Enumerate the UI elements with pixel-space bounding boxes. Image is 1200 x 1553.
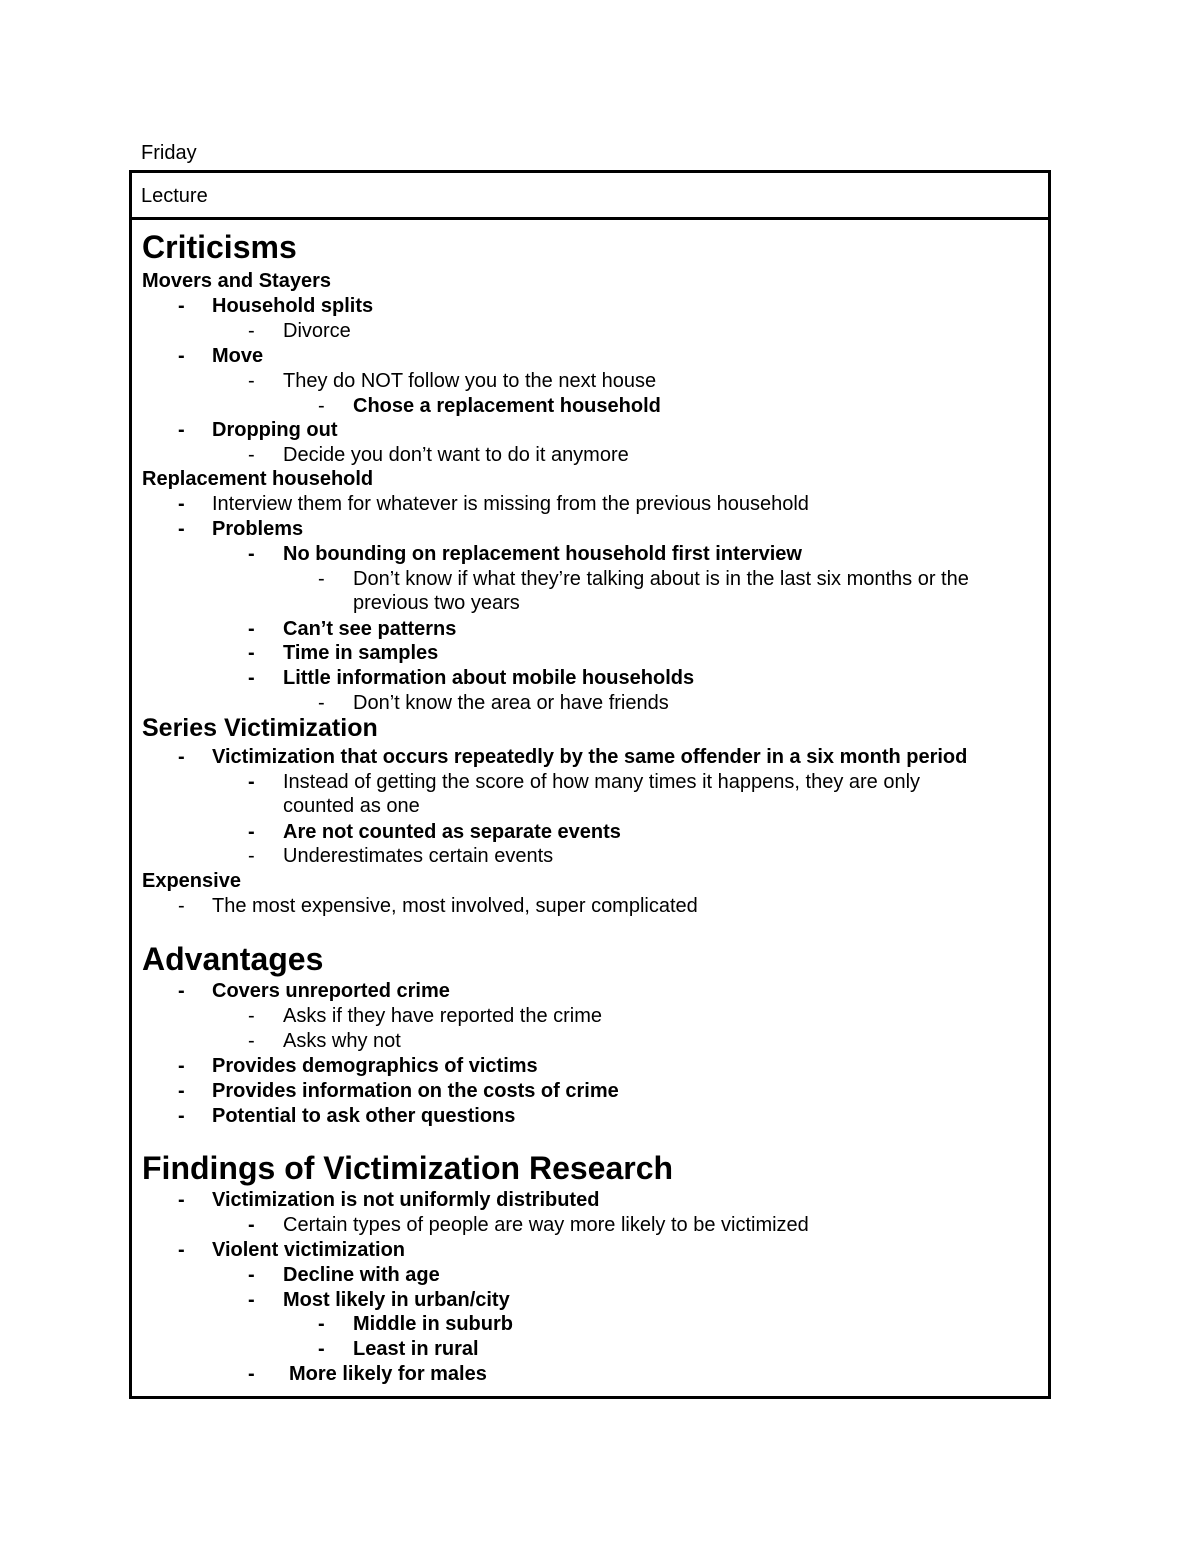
list-item: Violent victimization xyxy=(212,1239,405,1261)
list-item: Move xyxy=(212,345,264,367)
heading-series: Series Victimization xyxy=(142,714,378,742)
list-item: Provides information on the costs of crime xyxy=(212,1080,619,1102)
list-item: Least in rural xyxy=(353,1338,479,1360)
bullet-dash: - xyxy=(248,1030,255,1052)
list-item: Are not counted as separate events xyxy=(283,821,621,843)
list-item: Divorce xyxy=(283,320,351,342)
bullet-dash: - xyxy=(178,295,185,317)
list-item: Certain types of people are way more likely to be victimized xyxy=(283,1214,809,1236)
bullet-dash: - xyxy=(248,444,255,466)
subheading: Movers and Stayers xyxy=(142,270,331,292)
list-item: Decline with age xyxy=(283,1264,440,1286)
bullet-dash: - xyxy=(178,1080,185,1102)
subheading: Expensive xyxy=(142,870,241,892)
list-item: Victimization that occurs repeatedly by the same offender in a six month period xyxy=(212,746,968,768)
bullet-dash: - xyxy=(248,821,255,843)
subheading: Replacement household xyxy=(142,468,374,490)
bullet-dash: - xyxy=(248,370,255,392)
bullet-dash: - xyxy=(178,1055,185,1077)
bullet-dash: - xyxy=(248,667,255,689)
list-item: Middle in suburb xyxy=(353,1313,513,1335)
bullet-dash: - xyxy=(318,395,325,417)
day-label: Friday xyxy=(141,142,197,164)
bullet-dash: - xyxy=(318,568,325,590)
bullet-dash: - xyxy=(248,1363,255,1385)
bullet-dash: - xyxy=(318,1313,325,1335)
list-item: Victimization is not uniformly distributed xyxy=(212,1189,600,1211)
bullet-dash: - xyxy=(178,518,185,540)
heading-advantages: Advantages xyxy=(142,941,324,977)
bullet-dash: - xyxy=(248,771,255,793)
bullet-dash: - xyxy=(318,692,325,714)
list-item: Asks if they have reported the crime xyxy=(283,1005,603,1027)
list-item: Decide you don’t want to do it anymore xyxy=(283,444,629,466)
bullet-dash: - xyxy=(248,1214,255,1236)
bullet-dash: - xyxy=(178,1239,185,1261)
list-item: They do NOT follow you to the next house xyxy=(283,370,657,392)
bullet-dash: - xyxy=(318,1338,325,1360)
bullet-dash: - xyxy=(178,345,185,367)
notes-content xyxy=(132,173,1048,1396)
list-item: Time in samples xyxy=(283,642,439,664)
list-item: Can’t see patterns xyxy=(283,618,457,640)
list-item: Potential to ask other questions xyxy=(212,1105,516,1127)
list-item-cont: previous two years xyxy=(353,592,520,614)
list-item: More likely for males xyxy=(289,1363,487,1385)
bullet-dash: - xyxy=(178,1105,185,1127)
list-item: Underestimates certain events xyxy=(283,845,554,867)
list-item: Little information about mobile households xyxy=(283,667,695,689)
bullet-dash: - xyxy=(248,320,255,342)
bullet-dash: - xyxy=(178,1189,185,1211)
list-item: Dropping out xyxy=(212,419,338,441)
bullet-dash: - xyxy=(178,980,185,1002)
list-item-cont: counted as one xyxy=(283,795,420,817)
list-item: Most likely in urban/city xyxy=(283,1289,510,1311)
bullet-dash: - xyxy=(178,493,185,515)
bullet-dash: - xyxy=(248,1005,255,1027)
list-item: Covers unreported crime xyxy=(212,980,450,1002)
bullet-dash: - xyxy=(178,895,185,917)
bullet-dash: - xyxy=(248,543,255,565)
list-item: Household splits xyxy=(212,295,374,317)
list-item: Instead of getting the score of how many times it happens, they are only xyxy=(283,771,921,793)
heading-findings: Findings of Victimization Research xyxy=(142,1150,674,1186)
list-item: Chose a replacement household xyxy=(353,395,661,417)
bullet-dash: - xyxy=(248,642,255,664)
bullet-dash: - xyxy=(248,1289,255,1311)
list-item: Problems xyxy=(212,518,304,540)
bullet-dash: - xyxy=(178,419,185,441)
list-item: The most expensive, most involved, super complicated xyxy=(212,895,698,917)
bullet-dash: - xyxy=(178,746,185,768)
bullet-dash: - xyxy=(248,618,255,640)
notes-box xyxy=(129,170,1051,1399)
list-item: Asks why not xyxy=(283,1030,401,1052)
list-item: Don’t know the area or have friends xyxy=(353,692,669,714)
list-item: Interview them for whatever is missing from the previous household xyxy=(212,493,809,515)
heading-criticisms: Criticisms xyxy=(142,229,297,265)
section-label: Lecture xyxy=(141,185,208,207)
list-item: Provides demographics of victims xyxy=(212,1055,538,1077)
bullet-dash: - xyxy=(248,1264,255,1286)
bullet-dash: - xyxy=(248,845,255,867)
list-item: No bounding on replacement household first interview xyxy=(283,543,802,565)
list-item: Don’t know if what they’re talking about is in the last six months or the xyxy=(353,568,969,590)
